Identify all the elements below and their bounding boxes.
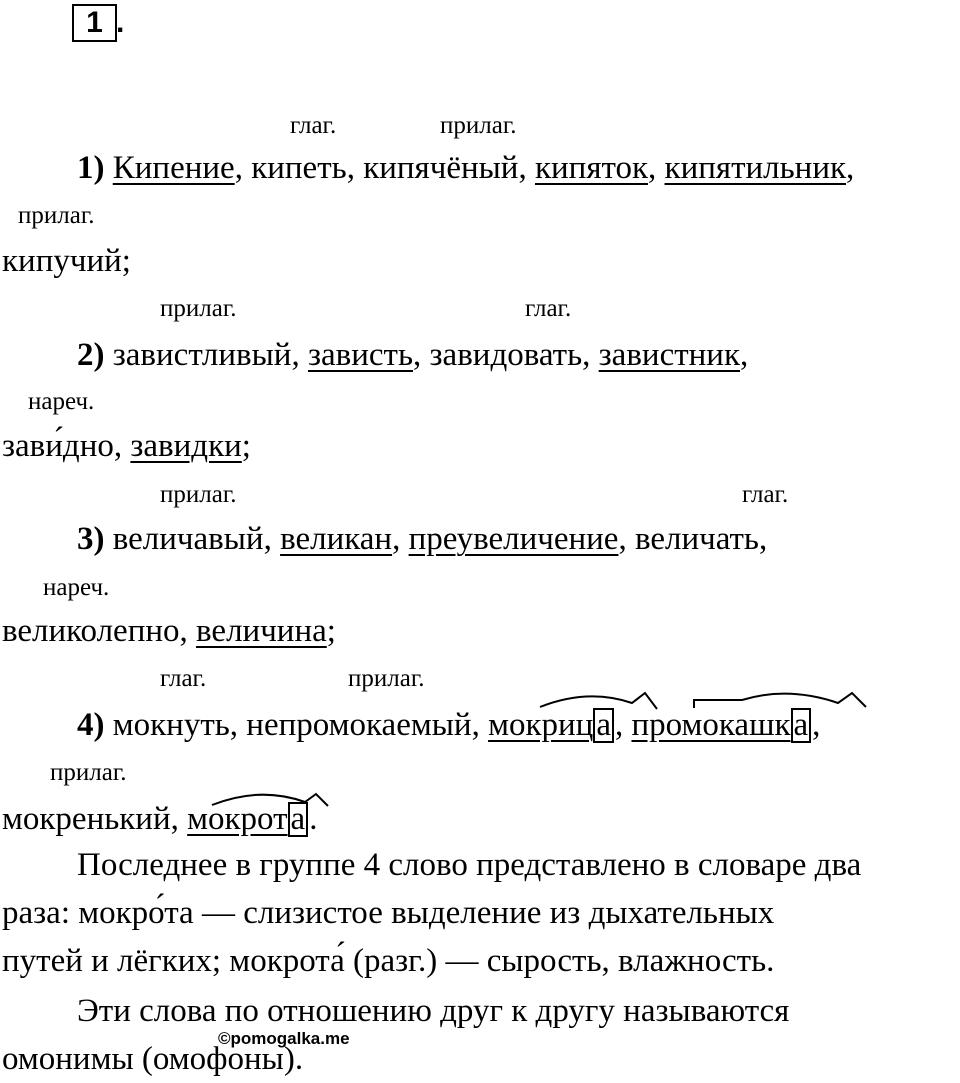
word-ending-box: а — [288, 802, 309, 837]
label-adjective: прилаг. — [440, 112, 517, 139]
word: кипячёный — [363, 150, 519, 186]
label-adverb: нареч. — [28, 388, 95, 415]
word-noun: завистник — [598, 337, 740, 373]
word-noun: великан — [280, 521, 393, 557]
paragraph-1-line-3: путей и лёгких; мокрота́ (разг.) — сырость, влажность. — [2, 943, 775, 979]
group-number: 2) — [77, 337, 105, 373]
watermark: ©pomogalka.me — [218, 1029, 350, 1048]
word: кипеть — [251, 150, 347, 186]
word-noun: кипятильник — [664, 150, 847, 186]
group-3-line-1: 3) величавый, великан, преувеличение, величать, — [77, 521, 768, 557]
word-noun: кипяток — [534, 150, 649, 186]
word-noun: зависть — [307, 337, 414, 373]
word-noun-stem: мокрот — [187, 801, 288, 837]
word: мокнуть — [112, 707, 230, 743]
word: величать — [634, 521, 759, 557]
label-verb: глаг. — [160, 665, 207, 692]
word-noun-stem: промокашк — [631, 707, 791, 743]
label-adjective: прилаг. — [18, 202, 95, 229]
group-number: 3) — [77, 521, 105, 557]
group-4-line-2: мокренький, мокрота . — [2, 801, 318, 837]
word: завистливый — [112, 337, 292, 373]
label-adjective: прилаг. — [348, 665, 425, 692]
group-2-line-2: зави́дно, завидки; — [2, 428, 251, 464]
label-verb: глаг. — [290, 112, 337, 139]
word-ending: й — [152, 801, 171, 837]
word-noun-stem: мокриц — [488, 707, 594, 743]
word: завидовать — [429, 337, 583, 373]
word-stem: мокреньки — [2, 801, 153, 837]
paragraph-1-line-2: раза: мокро́та — слизистое выделение из дыхательных — [2, 895, 775, 931]
word-noun: величина — [196, 613, 327, 649]
group-3-line-2: великолепно, величина; — [2, 613, 336, 649]
label-adjective: прилаг. — [160, 481, 237, 508]
group-number: 1) — [77, 150, 105, 186]
paragraph-1-line-1: Последнее в группе 4 слово представлено в словаре два — [77, 847, 862, 883]
group-1-line-2: кипучий; — [2, 243, 131, 279]
word-noun: Кипение — [112, 150, 235, 186]
group-1-line-1: 1) Кипение, кипеть, кипячёный, кипяток, кипятильник, — [77, 150, 855, 186]
exercise-number-dot: . — [116, 6, 125, 39]
exercise-number: 1 — [86, 6, 103, 39]
word-noun: преувеличение — [408, 521, 619, 557]
group-number: 4) — [77, 707, 105, 743]
word-ending-box: а — [593, 708, 614, 743]
word: великолепно — [2, 613, 180, 649]
word-noun: завидки — [130, 428, 242, 464]
paragraph-2-line-1: Эти слова по отношению друг к другу называются — [77, 993, 790, 1029]
word: величавый — [112, 521, 264, 557]
paragraph-2-line-2: омонимы (омофоны). — [2, 1041, 304, 1077]
label-adverb: нареч. — [43, 574, 110, 601]
word: кипучий — [2, 243, 122, 279]
word: зави́дно — [2, 428, 114, 464]
label-verb: глаг. — [525, 295, 572, 322]
group-4-line-1: 4) мокнуть, непромокаемый, мокрица , промокашка , — [77, 707, 821, 743]
root-arc-promokashk — [694, 693, 866, 708]
label-adjective: прилаг. — [50, 759, 127, 786]
group-2-line-1: 2) завистливый, зависть, завидовать, завистник, — [77, 337, 749, 373]
label-verb: глаг. — [742, 481, 789, 508]
label-adjective: прилаг. — [160, 295, 237, 322]
word-ending-box: а — [791, 708, 812, 743]
word: непромокаемый — [246, 707, 472, 743]
